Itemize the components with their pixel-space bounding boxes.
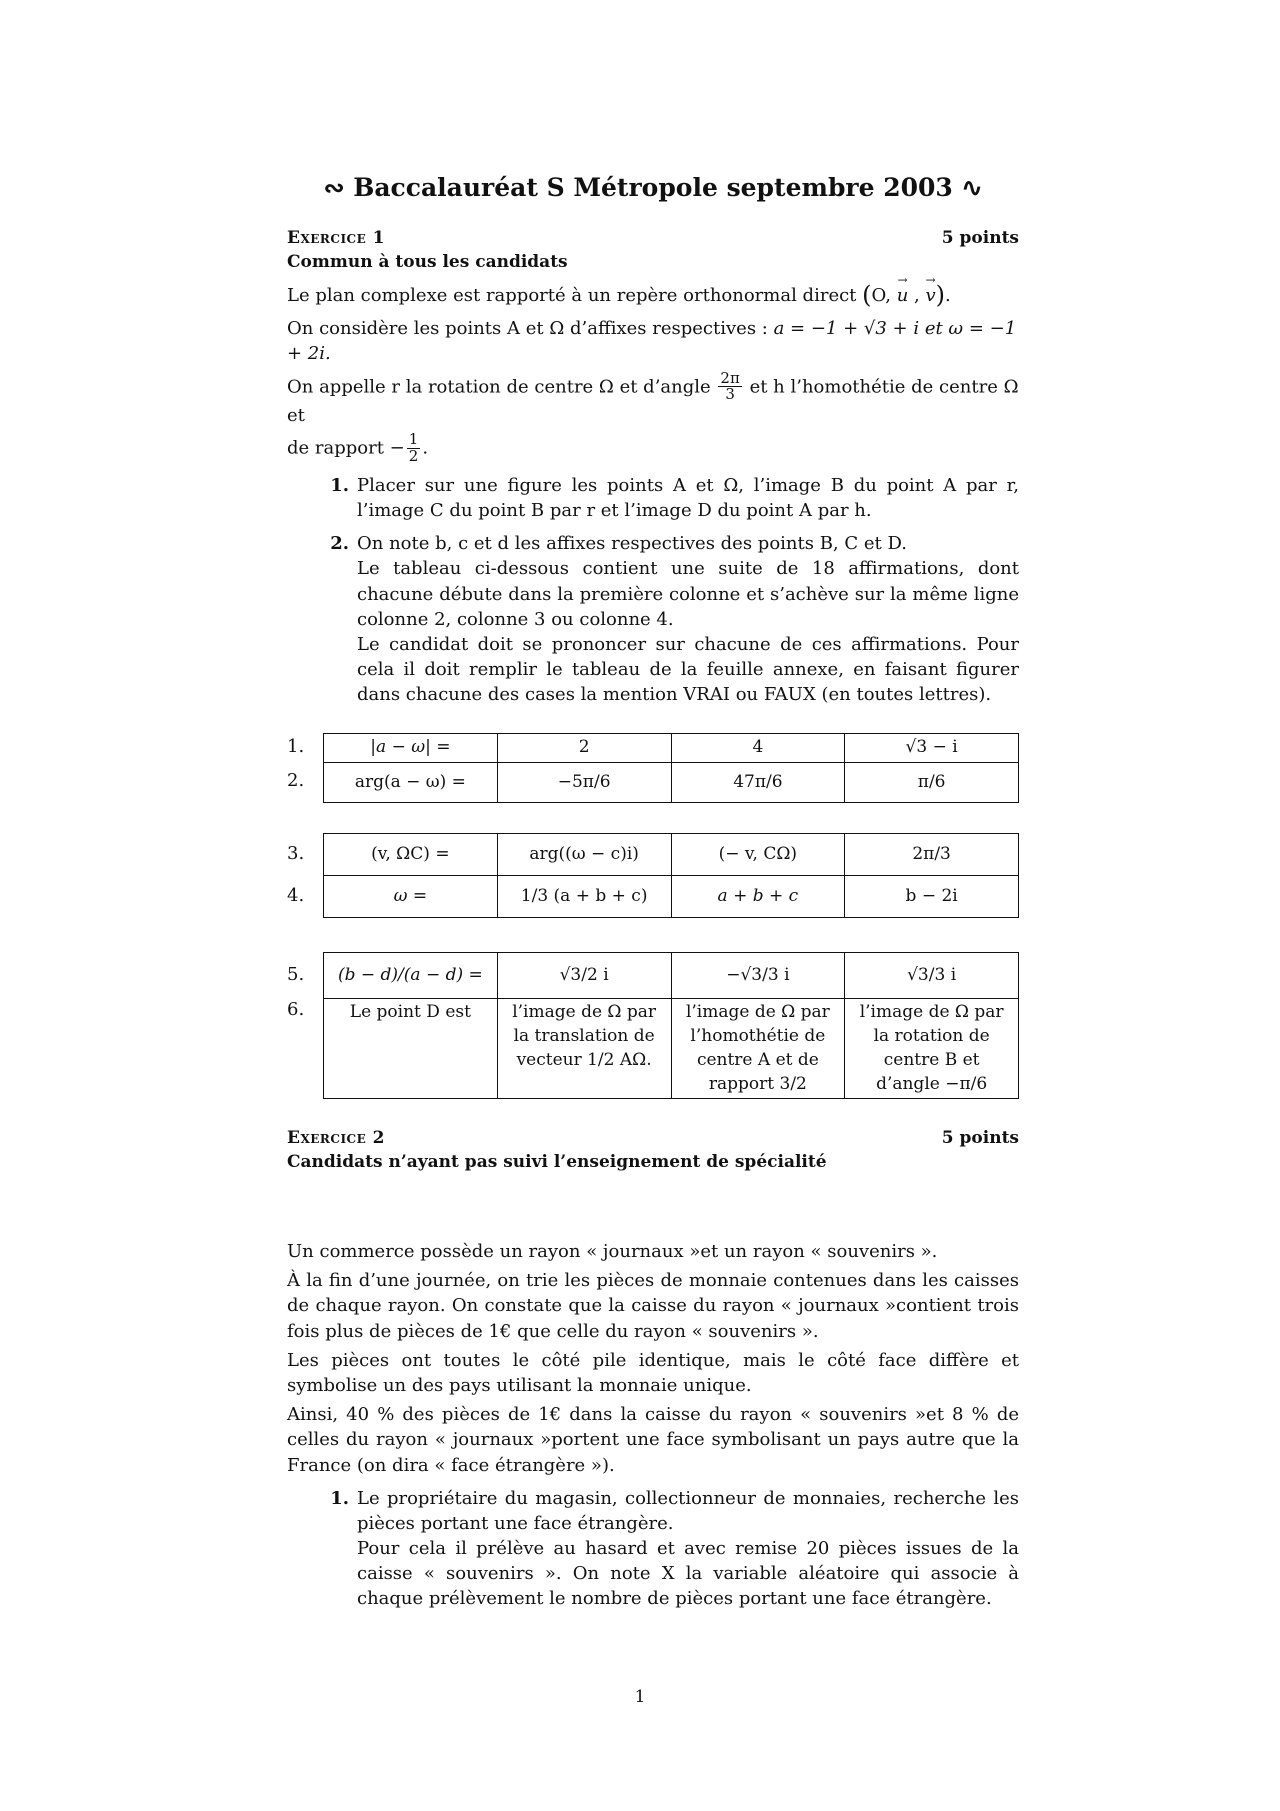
ratio-fraction: $\frac{1}{2}$ (408, 430, 419, 465)
table-cell: (v, ΩC) = (324, 834, 498, 876)
intro-text-3c: et h l’homothétie de centre Ω et (287, 375, 1019, 427)
intro-line-1: Le plan complexe est rapporté à un repère orthonormal direct (O, → u , → v). (287, 279, 1019, 313)
row-number: 5. (287, 964, 305, 986)
table-cell: √3/3 i (845, 953, 1019, 999)
exercise-1-label: Exercice 1 (287, 228, 385, 248)
table-cell: arg(a − ω) = (324, 763, 498, 803)
table-cell: (b − d)/(a − d) = (324, 953, 498, 999)
exercise-1-questions (287, 473, 1019, 708)
table-row (324, 953, 1019, 999)
affirmations-table-1 (323, 733, 1019, 803)
table-row (324, 876, 1019, 918)
table-cell: 1/3 (a + b + c) (497, 876, 671, 918)
table-row (324, 834, 1019, 876)
exercise-1-points: 5 points (941, 228, 1019, 248)
question-2: 2. On note b, c et d les affixes respectives des points B, C et D. Le tableau ci-dessous contient une suite de 18 affirmations, dont chacune débute dans la première colonne et s’achève sur la même ligne colonne 2, colonne 3 ou colonne 4. Le candidat doit se prononcer sur chacune de ces affirmations. Pour cela il doit remplir le tableau de la feuille annexe, en faisant figurer dans chacune des cases la mention VRAI ou FAUX (en toutes lettres). (330, 533, 1019, 706)
intro-line-2 (287, 316, 1019, 366)
affirmations-table-3 (323, 952, 1019, 1099)
intro-line-4: de rapport − $\frac{1}{2}$ . (287, 430, 429, 465)
ex2-paragraph-3: Les pièces ont toutes le côté pile identique, mais le côté face diffère et symbolise un des pays utilisant la monnaie unique. (287, 1349, 1019, 1396)
table-cell: b − 2i (845, 876, 1019, 918)
question-1: 1. Placer sur une figure les points A et Ω, l’image B du point A par r, l’image C du point B par r et l’image D du point A par h. (330, 474, 1019, 521)
table-row (324, 763, 1019, 803)
q2-text-a: On note b, c et d les affixes respectives des points B, C et D. (357, 533, 907, 555)
exercise-1-header (287, 227, 1019, 251)
table-cell: π/6 (845, 763, 1019, 803)
table-cell: arg((ω − c)i) (497, 834, 671, 876)
angle-fraction: $\frac{2\pi}{3}$ (720, 368, 740, 404)
intro-text-2b: a = −1 + √3 + i et ω = −1 + 2i. (287, 318, 1017, 365)
row-number: 2. (287, 770, 305, 792)
intro-text-4: de rapport − (287, 437, 405, 459)
table-cell: ω = (324, 876, 498, 918)
table-block-2 (287, 833, 1019, 918)
ex2-paragraph-1: Un commerce possède un rayon « journaux »et un rayon « souvenirs ». (287, 1241, 938, 1263)
table-block-1 (287, 733, 1019, 803)
table-cell: −5π/6 (497, 763, 671, 803)
table-row (324, 734, 1019, 763)
table-cell: 4 (671, 734, 845, 763)
table-cell: (− v, CΩ) (671, 834, 845, 876)
row-number: 1. (287, 736, 305, 758)
table-cell: |a − ω| = (324, 734, 498, 763)
table-cell: −√3/3 i (671, 953, 845, 999)
q2-text-b: Le tableau ci-dessous contient une suite de 18 affirmations, dont chacune débute dans la première colonne et s’achève sur la même ligne colonne 2, colonne 3 ou colonne 4. (357, 558, 1019, 630)
intro-line-3 (287, 368, 1019, 429)
exercise-2-audience: Candidats n’ayant pas suivi l’enseignement de spécialité (287, 1152, 827, 1173)
table-cell: l’image de Ω par l’homothétie de centre A et de rapport 3/2 (671, 999, 845, 1099)
ex2-question-1: 1. Le propriétaire du magasin, collectionneur de monnaies, recherche les pièces portant une face étrangère. Pour cela il prélève au hasard et avec remise 20 pièces issues de la caisse « souvenirs ». On note X la variable aléatoire qui associe à chaque prélèvement le nombre de pièces portant une face étrangère. (330, 1487, 1019, 1610)
row-number: 4. (287, 885, 305, 907)
document-page (287, 170, 1019, 1612)
page-number: 1 (634, 1687, 646, 1707)
table-cell: √3 − i (845, 734, 1019, 763)
ex2-q1-text-b: Pour cela il prélève au hasard et avec remise 20 pièces issues de la caisse « souvenirs ». On note X la variable aléatoire qui associe à chaque prélèvement le nombre de pièces portant une face étrangère. (357, 1538, 1019, 1610)
intro-text-3b: r la rotation de centre Ω et d’angle (391, 375, 711, 397)
exercise-2-questions (287, 1486, 1019, 1612)
table-cell: √3/2 i (497, 953, 671, 999)
exercise-2-points: 5 points (941, 1128, 1019, 1149)
ex2-q1-text-a: Le propriétaire du magasin, collectionneur de monnaies, recherche les pièces portant une face étrangère. (357, 1487, 1019, 1534)
exercise-2-header (287, 1127, 1019, 1151)
table-row (324, 999, 1019, 1099)
table-cell: l’image de Ω par la translation de vecteur 1/2 AΩ. (497, 999, 671, 1099)
table-block-3 (287, 952, 1019, 1099)
ex2-paragraph-2: À la fin d’une journée, on trie les pièces de monnaie contenues dans les caisses de chaque rayon. On constate que la caisse du rayon « journaux »contient trois fois plus de pièces de 1€ que celle du rayon « souvenirs ». (287, 1270, 1019, 1342)
intro-text-1: Le plan complexe est rapporté à un repère orthonormal direct (287, 284, 857, 306)
row-number: 3. (287, 843, 305, 865)
table-cell: l’image de Ω par la rotation de centre B et d’angle −π/6 (845, 999, 1019, 1099)
table-cell: 47π/6 (671, 763, 845, 803)
row-number: 6. (287, 999, 305, 1021)
exercise-1-audience: Commun à tous les candidats (287, 251, 568, 272)
intro-text-2a: On considère les points A et Ω d’affixes respectives : (287, 318, 768, 340)
affirmations-table-2 (323, 833, 1019, 918)
q2-text-c: Le candidat doit se prononcer sur chacune de ces affirmations. Pour cela il doit remplir le tableau de la feuille annexe, en faisant figurer dans chacune des cases la mention VRAI ou FAUX (en toutes lettres). (357, 633, 1019, 706)
ex2-paragraph-4: Ainsi, 40 % des pièces de 1€ dans la caisse du rayon « souvenirs »et 8 % de celles du rayon « journaux »portent une face symbolisant un pays autre que la France (on dira « face étrangère »). (287, 1404, 1019, 1476)
intro-text-3a: On appelle (287, 375, 386, 397)
table-cell: Le point D est (324, 999, 498, 1099)
exercise-2-label: Exercice 2 (287, 1128, 385, 1149)
frame-origin: O, (871, 284, 891, 306)
table-cell: 2 (497, 734, 671, 763)
page-title: ∾ Baccalauréat S Métropole septembre 2003 ∿ (323, 173, 983, 202)
table-cell: 2π/3 (845, 834, 1019, 876)
table-cell: a + b + c (671, 876, 845, 918)
